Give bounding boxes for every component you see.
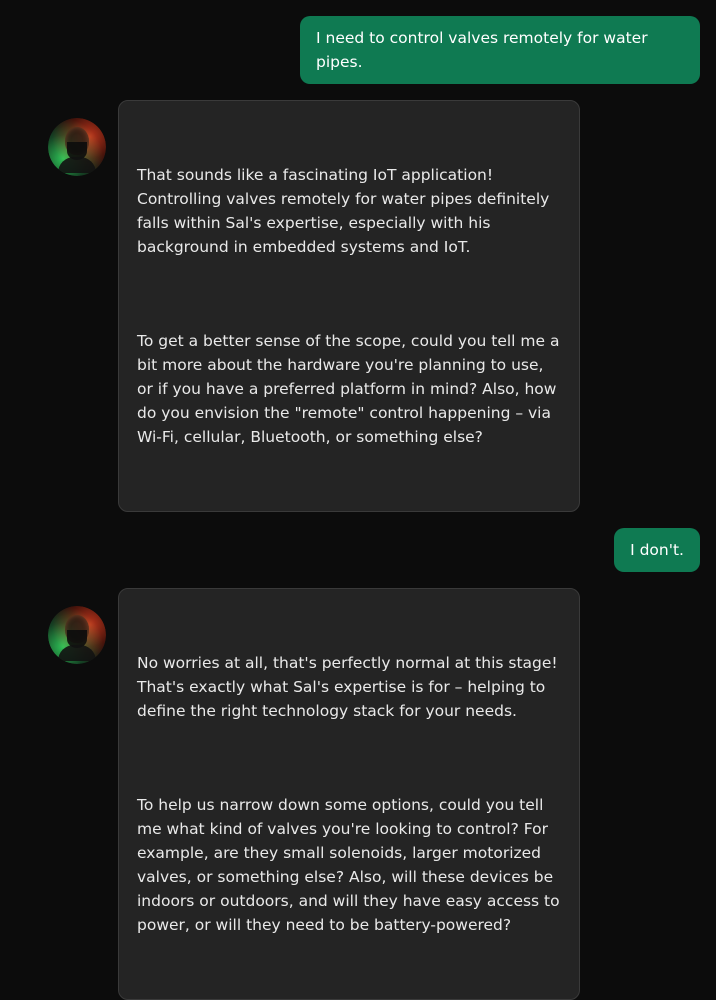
user-message-bubble: I don't. (614, 528, 700, 572)
message-row-assistant (16, 588, 700, 1000)
message-row-assistant (16, 100, 700, 512)
assistant-paragraph: No worries at all, that's perfectly normal at this stage! That's exactly what Sal's expertise is for – helping to define the right technology stack for your needs. (137, 654, 563, 720)
user-message-bubble: I need to control valves remotely for water pipes. (300, 16, 700, 84)
assistant-paragraph: To help us narrow down some options, could you tell me what kind of valves you're looking to control? For example, are they small solenoids, larger motorized valves, or something else? Also, will these devices be indoors or outdoors, and will they have easy access to power, or will they need to be battery-powered? (137, 796, 565, 934)
message-row-user (16, 16, 700, 84)
assistant-paragraph: To get a better sense of the scope, could you tell me a bit more about the hardware you're planning to use, or if you have a preferred platform in mind? Also, how do you envision the "remote" control happening – via Wi-Fi, cellular, Bluetooth, or something else? (137, 332, 565, 446)
assistant-paragraph: That sounds like a fascinating IoT application! Controlling valves remotely for water pipes definitely falls within Sal's expertise, especially with his background in embedded systems and IoT. (137, 166, 555, 256)
assistant-message-bubble (118, 588, 580, 1000)
user-portrait-avatar (48, 118, 106, 176)
user-portrait-avatar (48, 606, 106, 664)
avatar-shoulders (58, 645, 96, 661)
assistant-message-bubble (118, 100, 580, 512)
avatar-shoulders (58, 157, 96, 173)
avatar-face (56, 611, 98, 659)
avatar-face (56, 123, 98, 171)
message-row-user (16, 528, 700, 572)
